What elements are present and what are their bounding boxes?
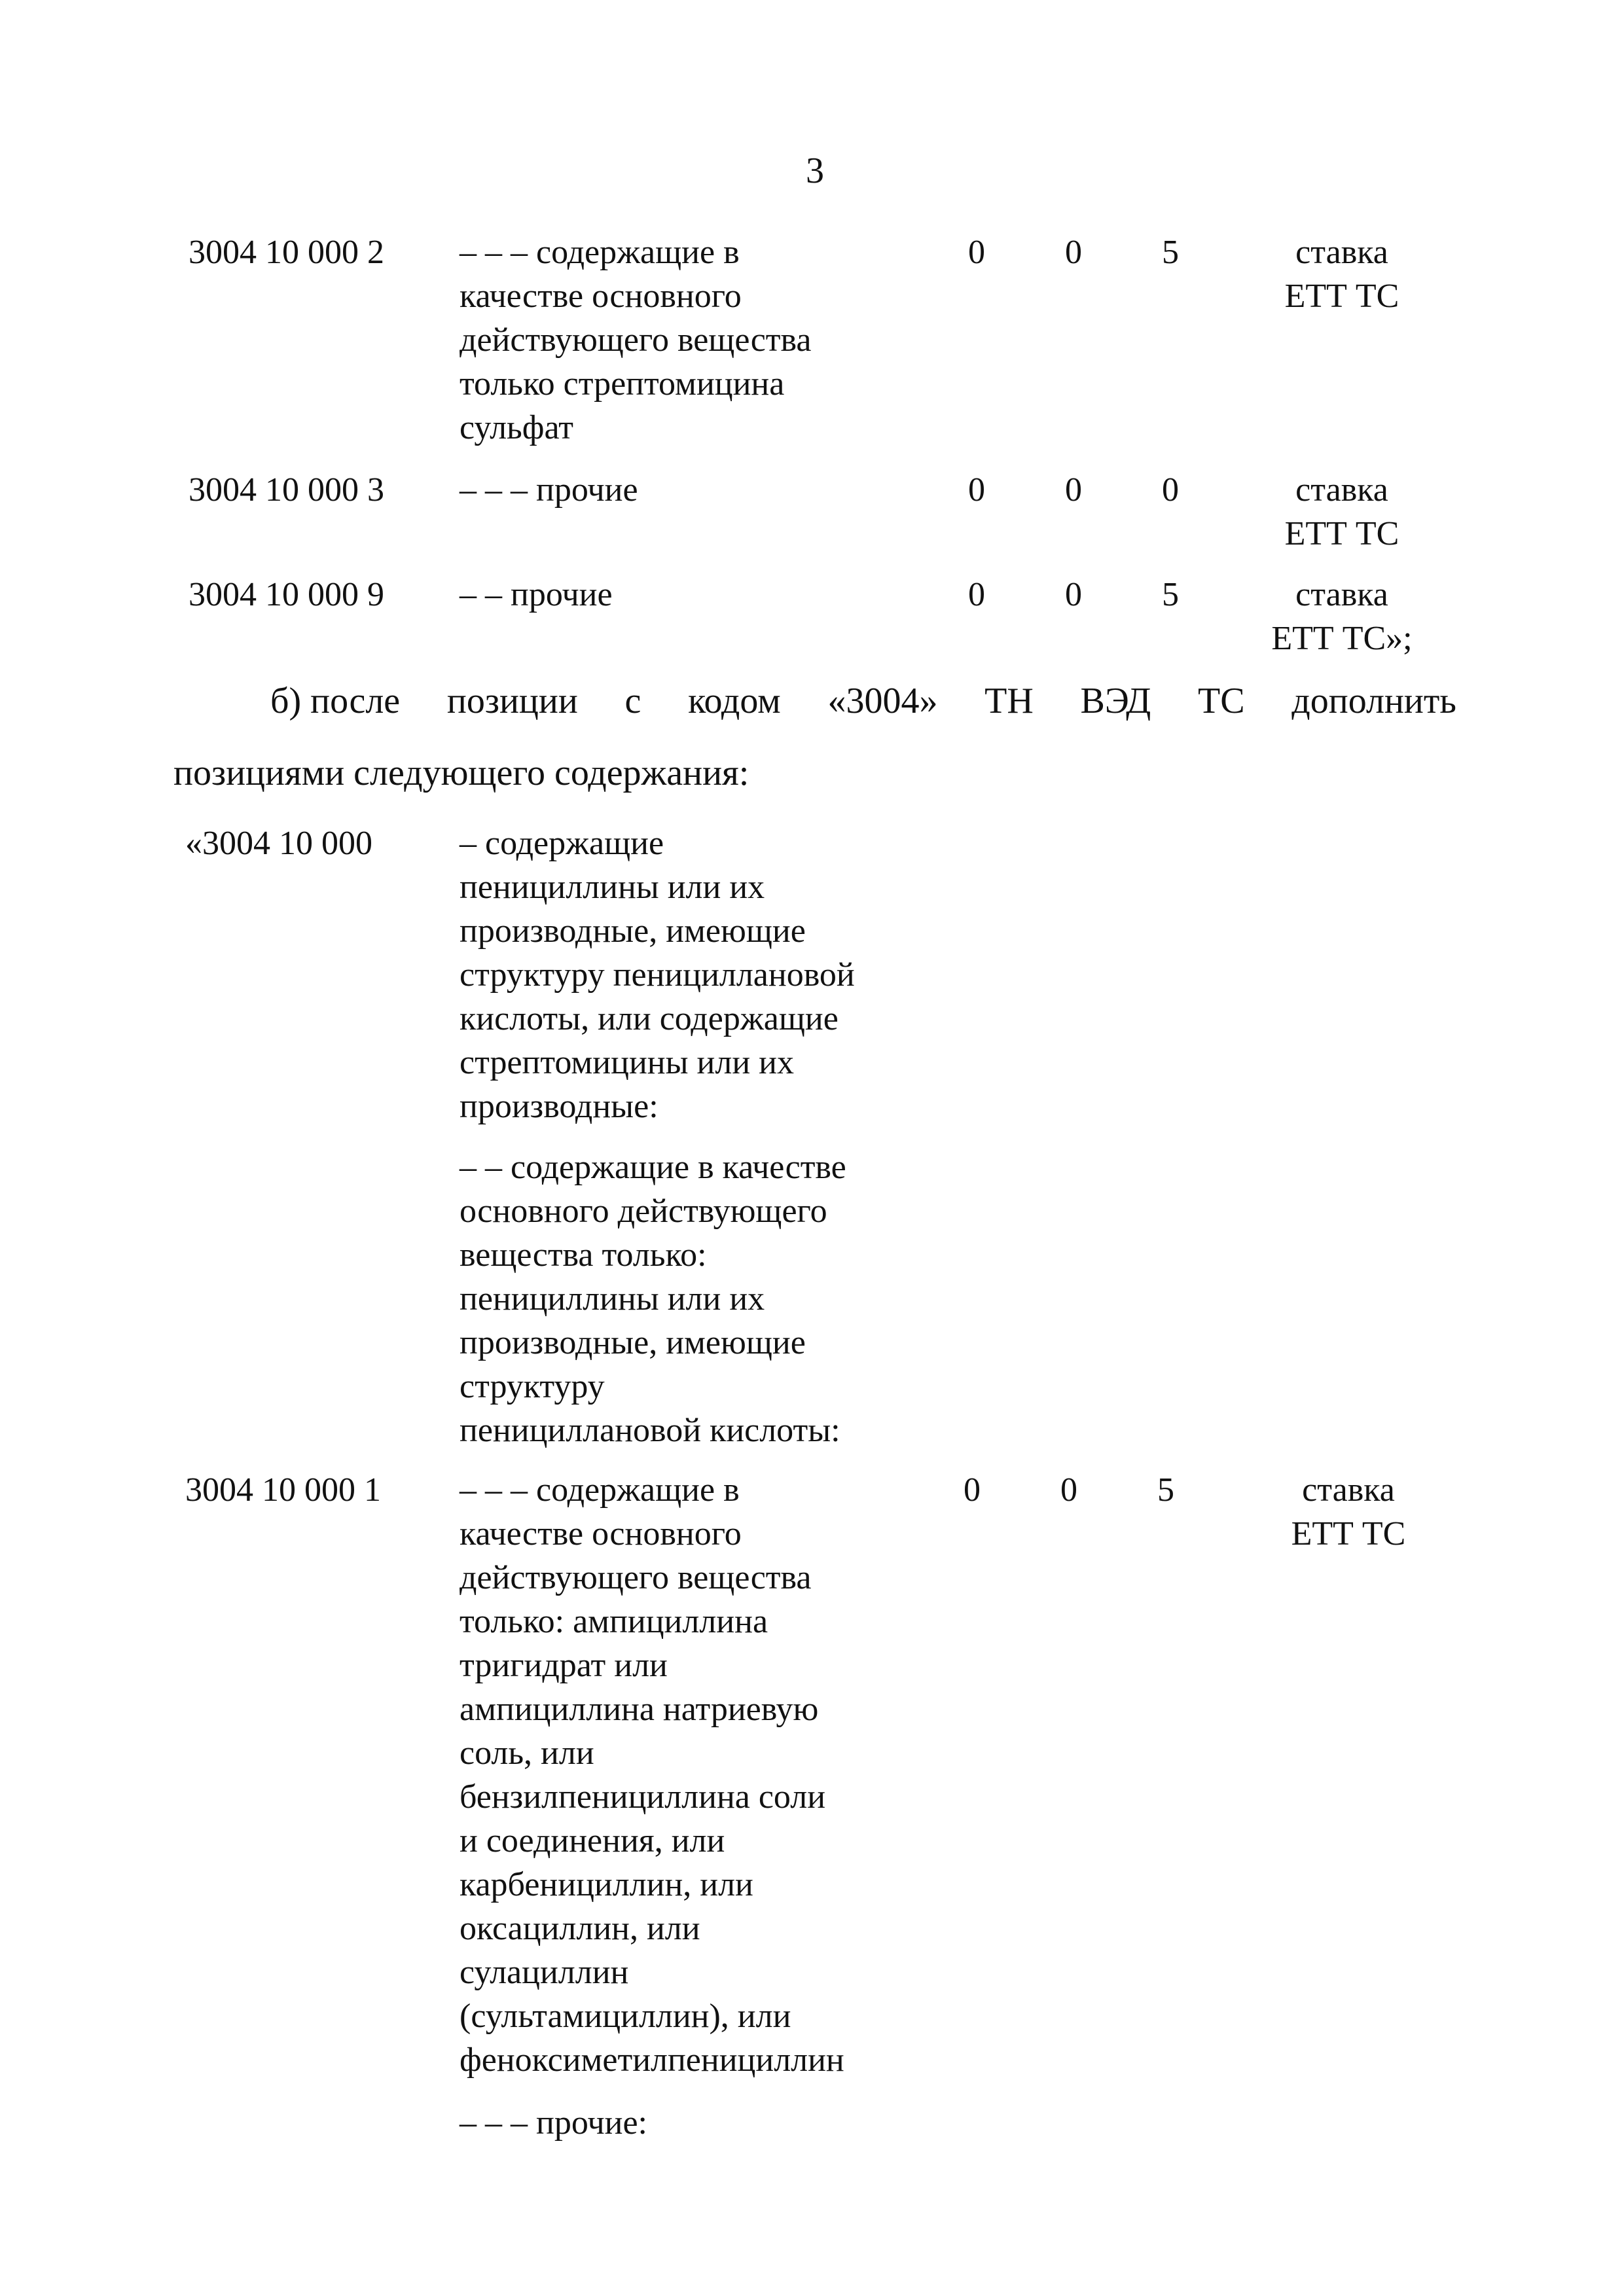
paragraph-word: б) после xyxy=(270,681,401,721)
tariff-description: – – прочие xyxy=(460,576,613,613)
tariff-description: – – – содержащие в качестве основного действующего вещества только: ампициллина тригидрат или ампициллина натриевую соль, или бензилпенициллина соли и соединения, или карбенициллин, или оксациллин, или сулациллин (сультамициллин), или феноксиметилпенициллин xyxy=(460,1471,844,2079)
rate-column-3: 5 xyxy=(1162,576,1179,613)
rate-note: ставка ЕТТ ТС xyxy=(1284,234,1399,315)
rate-column-3: 0 xyxy=(1162,471,1179,509)
tariff-code: 3004 10 000 9 xyxy=(189,576,384,613)
rate-column-2: 0 xyxy=(1065,234,1082,271)
rate-column-1: 0 xyxy=(968,471,985,509)
paragraph-word: с xyxy=(624,681,641,721)
paragraph-word: позиции xyxy=(446,681,578,721)
tariff-description: – – – прочие xyxy=(460,471,638,509)
paragraph-line-2: позициями следующего содержания: xyxy=(173,753,749,793)
tariff-code: 3004 10 000 3 xyxy=(189,471,384,509)
amendment-paragraph xyxy=(173,677,1456,797)
tariff-code: 3004 10 000 1 xyxy=(185,1471,381,1509)
paragraph-word: ТС xyxy=(1198,681,1245,721)
rate-column-1: 0 xyxy=(964,1471,981,1509)
tariff-code: 3004 10 000 2 xyxy=(189,234,384,271)
tariff-description: – – – содержащие в качестве основного действующего вещества только стрептомицина сульфат xyxy=(460,234,812,446)
rate-note: ставка ЕТТ ТС xyxy=(1291,1471,1406,1552)
rate-column-2: 0 xyxy=(1060,1471,1077,1509)
rate-column-3: 5 xyxy=(1162,234,1179,271)
paragraph-line-1 xyxy=(173,677,1456,725)
rate-column-1: 0 xyxy=(968,576,985,613)
paragraph-word: ТН xyxy=(984,681,1034,721)
rate-note: ставка ЕТТ ТС»; xyxy=(1271,576,1413,657)
tariff-code: «3004 10 000 xyxy=(185,825,372,862)
paragraph-word: кодом xyxy=(688,681,781,721)
tariff-description: – содержащие пенициллины или их производные, имеющие структуру пенициллановой кислоты, или содержащие стрептомицины или их производные: xyxy=(460,825,855,1125)
paragraph-word: дополнить xyxy=(1291,681,1456,721)
rate-column-1: 0 xyxy=(968,234,985,271)
paragraph-word: ВЭД xyxy=(1080,681,1151,721)
rate-column-2: 0 xyxy=(1065,576,1082,613)
page-number: 3 xyxy=(806,151,824,191)
rate-column-2: 0 xyxy=(1065,471,1082,509)
tariff-description: – – содержащие в качестве основного действующего вещества только: пенициллины или их производные, имеющие структуру пенициллановой кислоты: xyxy=(460,1149,846,1449)
tariff-description: – – – прочие: xyxy=(460,2104,647,2142)
rate-note: ставка ЕТТ ТС xyxy=(1284,471,1399,552)
rate-column-3: 5 xyxy=(1157,1471,1174,1509)
paragraph-word: «3004» xyxy=(827,681,938,721)
